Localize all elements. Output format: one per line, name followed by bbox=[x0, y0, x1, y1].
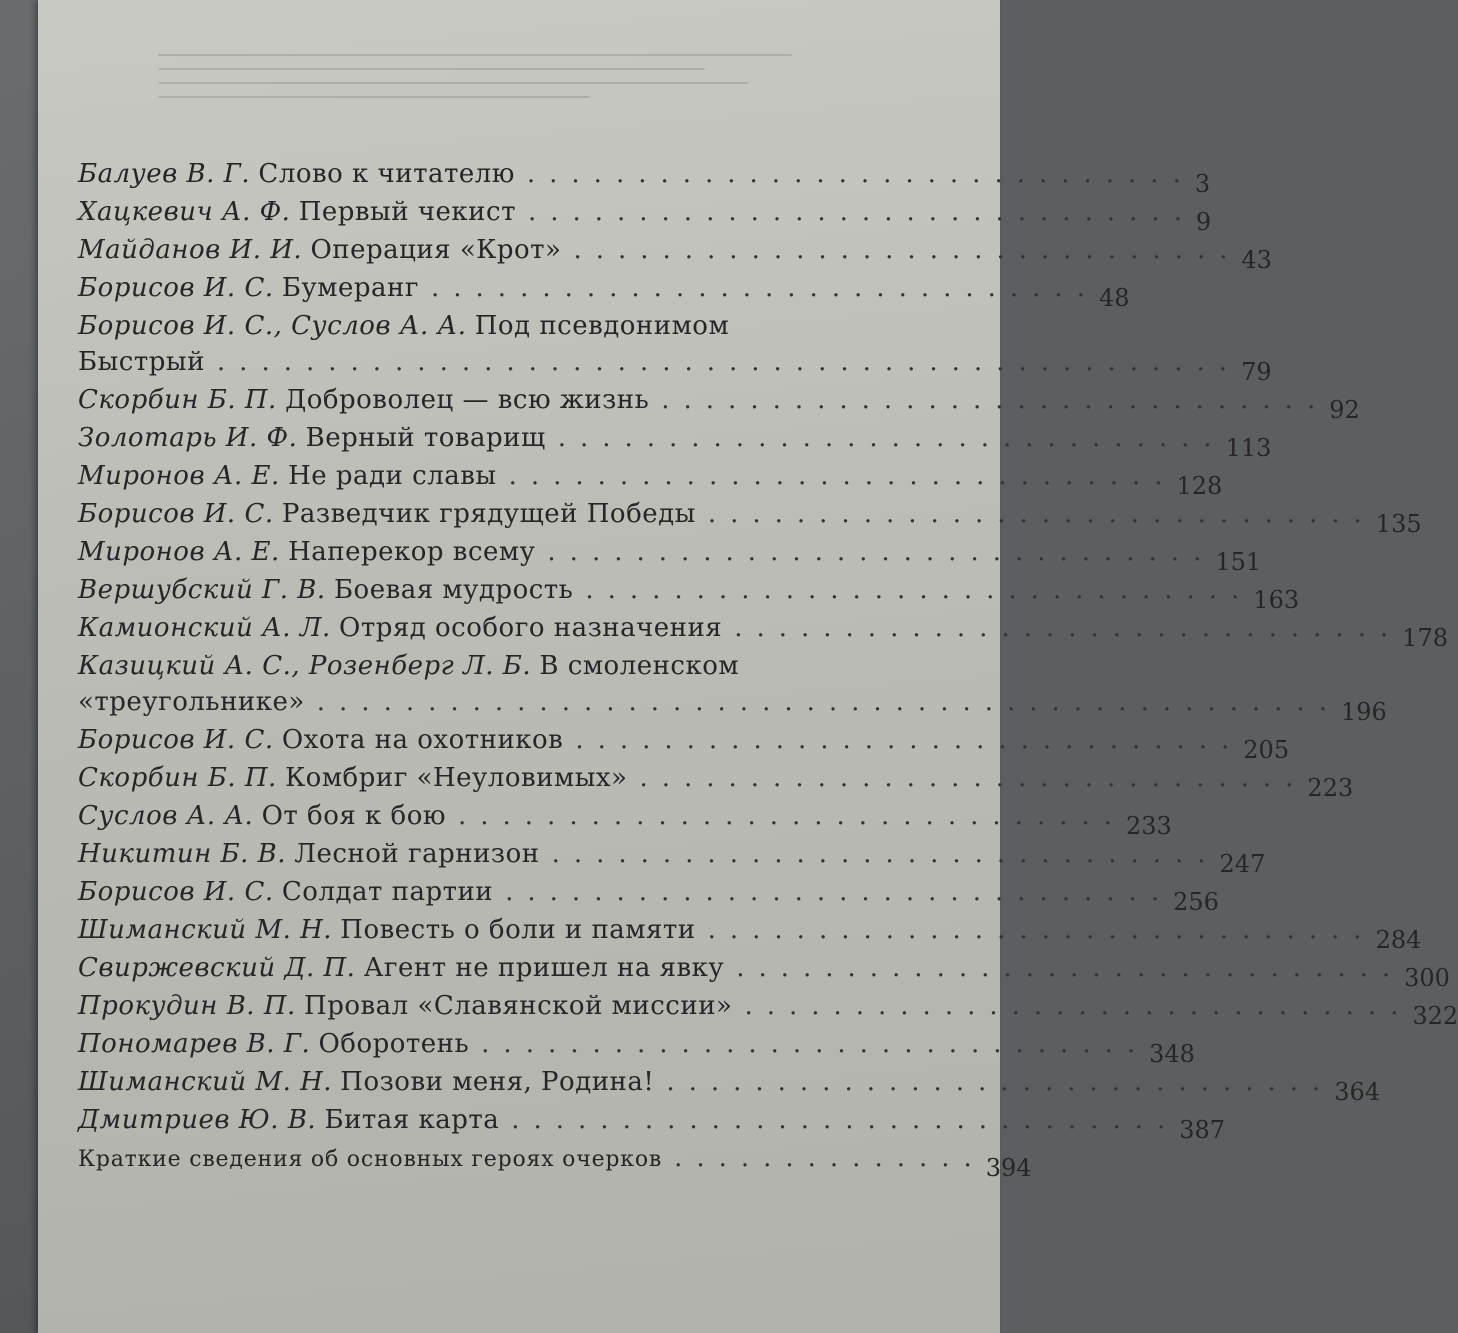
entry-title: Слово к читателю bbox=[258, 159, 515, 189]
dot-leader: .............................................. bbox=[316, 687, 1341, 717]
dot-leader: .............................. bbox=[458, 801, 1126, 831]
dot-leader: .............................. bbox=[547, 537, 1216, 567]
entry-page: 48 bbox=[1098, 284, 1130, 312]
entry-title: Оборотень bbox=[318, 1029, 470, 1059]
show-through-text bbox=[158, 42, 878, 142]
dot-leader: .............. bbox=[674, 1143, 986, 1173]
entry-page: 348 bbox=[1149, 1040, 1195, 1068]
entry-author: Миронов А. Е. bbox=[78, 537, 280, 567]
entry-author: Пономарев В. Г. bbox=[78, 1029, 311, 1059]
toc-entry bbox=[78, 159, 1211, 198]
entry-title: Операция «Крот» bbox=[310, 235, 562, 265]
dot-leader: .............................. bbox=[661, 385, 1330, 415]
dot-leader: .............................. bbox=[736, 953, 1405, 983]
entry-author: Борисов И. С., Суслов А. А. bbox=[78, 311, 467, 341]
entry-author: Свиржевский Д. П. bbox=[78, 953, 356, 983]
dot-leader: .............................. bbox=[666, 1067, 1335, 1097]
dot-leader: .............................. bbox=[585, 575, 1254, 605]
entry-title: Охота на охотников bbox=[281, 725, 564, 755]
dot-leader: .............................. bbox=[707, 499, 1376, 529]
entry-title: Наперекор всему bbox=[288, 537, 536, 567]
dot-leader: .............................. bbox=[527, 197, 1196, 227]
dot-leader: .............................. bbox=[551, 839, 1220, 869]
entry-title: Агент не пришел на явку bbox=[363, 953, 725, 983]
entry-page: 151 bbox=[1215, 548, 1262, 576]
entry-page: 3 bbox=[1194, 170, 1211, 198]
entry-page: 135 bbox=[1375, 510, 1422, 538]
entry-author: Скорбин Б. П. bbox=[78, 385, 277, 415]
entry-author: Хацкевич А. Ф. bbox=[78, 197, 291, 227]
entry-title: Разведчик грядущей Победы bbox=[281, 499, 696, 529]
entry-title: Комбриг «Неуловимых» bbox=[285, 763, 628, 793]
entry-page: 113 bbox=[1225, 434, 1272, 462]
entry-page: 128 bbox=[1176, 472, 1223, 500]
entry-page: 247 bbox=[1219, 850, 1266, 878]
entry-author: Суслов А. А. bbox=[78, 801, 254, 831]
toc-entry bbox=[78, 575, 1300, 614]
entry-title: Не ради славы bbox=[288, 461, 497, 491]
toc-entry bbox=[78, 839, 1266, 878]
entry-author: Шиманский М. Н. bbox=[78, 1067, 333, 1097]
toc-entry bbox=[78, 915, 1422, 954]
entry-page: 79 bbox=[1241, 358, 1272, 386]
entry-page: 163 bbox=[1253, 586, 1300, 614]
entry-page: 196 bbox=[1340, 698, 1387, 726]
entry-title: Провал «Славянской миссии» bbox=[304, 991, 733, 1021]
toc-entry bbox=[78, 1105, 1226, 1144]
entry-author: Дмитриев Ю. В. bbox=[78, 1105, 317, 1135]
dot-leader: .............................. bbox=[639, 763, 1308, 793]
dot-leader: .............................. bbox=[511, 1105, 1180, 1135]
toc-entry bbox=[78, 273, 1130, 312]
entry-page: 205 bbox=[1243, 736, 1290, 764]
entry-author: Шиманский М. Н. bbox=[78, 915, 333, 945]
entry-author: Балуев В. Г. bbox=[78, 159, 251, 189]
toc-entry bbox=[78, 801, 1172, 840]
entry-title: Позови меня, Родина! bbox=[340, 1067, 655, 1097]
dot-leader: .............................. bbox=[557, 423, 1226, 453]
entry-page: 394 bbox=[985, 1154, 1032, 1182]
entry-page: 92 bbox=[1329, 396, 1360, 424]
dot-leader: .............................. bbox=[526, 159, 1195, 189]
entry-title: Первый чекист bbox=[298, 197, 516, 227]
entry-author: Золотарь И. Ф. bbox=[78, 423, 298, 453]
dot-leader: .............................. bbox=[431, 273, 1099, 303]
entry-page: 300 bbox=[1404, 964, 1450, 992]
dot-leader: .............................. bbox=[505, 877, 1174, 907]
toc-entry bbox=[78, 725, 1290, 764]
entry-title-continued: «треугольнике» bbox=[78, 687, 305, 717]
toc-entry bbox=[78, 311, 1272, 386]
toc-entry bbox=[78, 461, 1223, 500]
entry-author: Вершубский Г. В. bbox=[78, 575, 326, 605]
toc-entry bbox=[78, 651, 1387, 726]
toc-entry bbox=[78, 877, 1219, 916]
entry-title-continued: Быстрый bbox=[78, 347, 205, 377]
entry-author: Майданов И. И. bbox=[78, 235, 303, 265]
entry-title: Под псевдонимом bbox=[474, 311, 730, 341]
toc-entry bbox=[78, 1029, 1195, 1068]
dot-leader: .............................. bbox=[575, 725, 1244, 755]
entry-page: 233 bbox=[1125, 812, 1172, 840]
entry-title: Повесть о боли и памяти bbox=[340, 915, 696, 945]
entry-title: Краткие сведения об основных героях очерков bbox=[78, 1147, 663, 1172]
toc-entry bbox=[78, 423, 1272, 462]
entry-page: 387 bbox=[1179, 1116, 1226, 1144]
dot-leader: .............................. bbox=[573, 235, 1242, 265]
entry-page: 223 bbox=[1307, 774, 1354, 802]
entry-author: Скорбин Б. П. bbox=[78, 763, 277, 793]
toc-entry bbox=[78, 613, 1448, 652]
dot-leader: .............................. bbox=[734, 613, 1403, 643]
dot-leader: .............................. bbox=[508, 461, 1177, 491]
entry-author: Борисов И. С. bbox=[78, 877, 274, 907]
entry-page: 322 bbox=[1412, 1002, 1458, 1030]
toc-entry bbox=[78, 235, 1272, 274]
entry-page: 9 bbox=[1195, 208, 1212, 236]
entry-title: Боевая мудрость bbox=[333, 575, 574, 605]
table-of-contents bbox=[78, 159, 1458, 1182]
entry-page: 256 bbox=[1173, 888, 1219, 916]
entry-title: Отряд особого назначения bbox=[339, 613, 723, 643]
entry-title: Солдат партии bbox=[281, 877, 494, 907]
entry-page: 284 bbox=[1375, 926, 1422, 954]
entry-author: Борисов И. С. bbox=[78, 725, 274, 755]
entry-title: Верный товарищ bbox=[305, 423, 546, 453]
entry-author: Борисов И. С. bbox=[78, 499, 274, 529]
entry-title: Битая карта bbox=[324, 1105, 500, 1135]
entry-title: Бумеранг bbox=[281, 273, 420, 303]
toc-entry bbox=[78, 763, 1354, 802]
dot-leader: .............................................. bbox=[216, 347, 1242, 377]
dot-leader: .............................. bbox=[744, 991, 1413, 1021]
dot-leader: .............................. bbox=[481, 1029, 1150, 1059]
entry-author: Прокудин В. П. bbox=[78, 991, 296, 1021]
toc-entry bbox=[78, 991, 1458, 1030]
toc-entry bbox=[78, 385, 1360, 424]
toc-entry bbox=[78, 1143, 1032, 1182]
toc-entry bbox=[78, 499, 1422, 538]
entry-author: Никитин Б. В. bbox=[78, 839, 286, 869]
entry-author: Миронов А. Е. bbox=[78, 461, 280, 491]
entry-author: Камионский А. Л. bbox=[78, 613, 331, 643]
entry-title: В смоленском bbox=[539, 651, 740, 681]
toc-entry bbox=[78, 197, 1212, 236]
entry-author: Борисов И. С. bbox=[78, 273, 274, 303]
toc-entry bbox=[78, 1067, 1381, 1106]
dot-leader: .............................. bbox=[707, 915, 1376, 945]
entry-title: Лесной гарнизон bbox=[294, 839, 540, 869]
entry-title: Доброволец — всю жизнь bbox=[285, 385, 650, 415]
entry-author: Казицкий А. С., Розенберг Л. Б. bbox=[78, 651, 532, 681]
entry-page: 178 bbox=[1402, 624, 1448, 652]
toc-entry bbox=[78, 953, 1450, 992]
entry-title: От боя к бою bbox=[261, 801, 446, 831]
toc-entry bbox=[78, 537, 1262, 576]
entry-page: 364 bbox=[1334, 1078, 1381, 1106]
entry-page: 43 bbox=[1241, 246, 1272, 274]
